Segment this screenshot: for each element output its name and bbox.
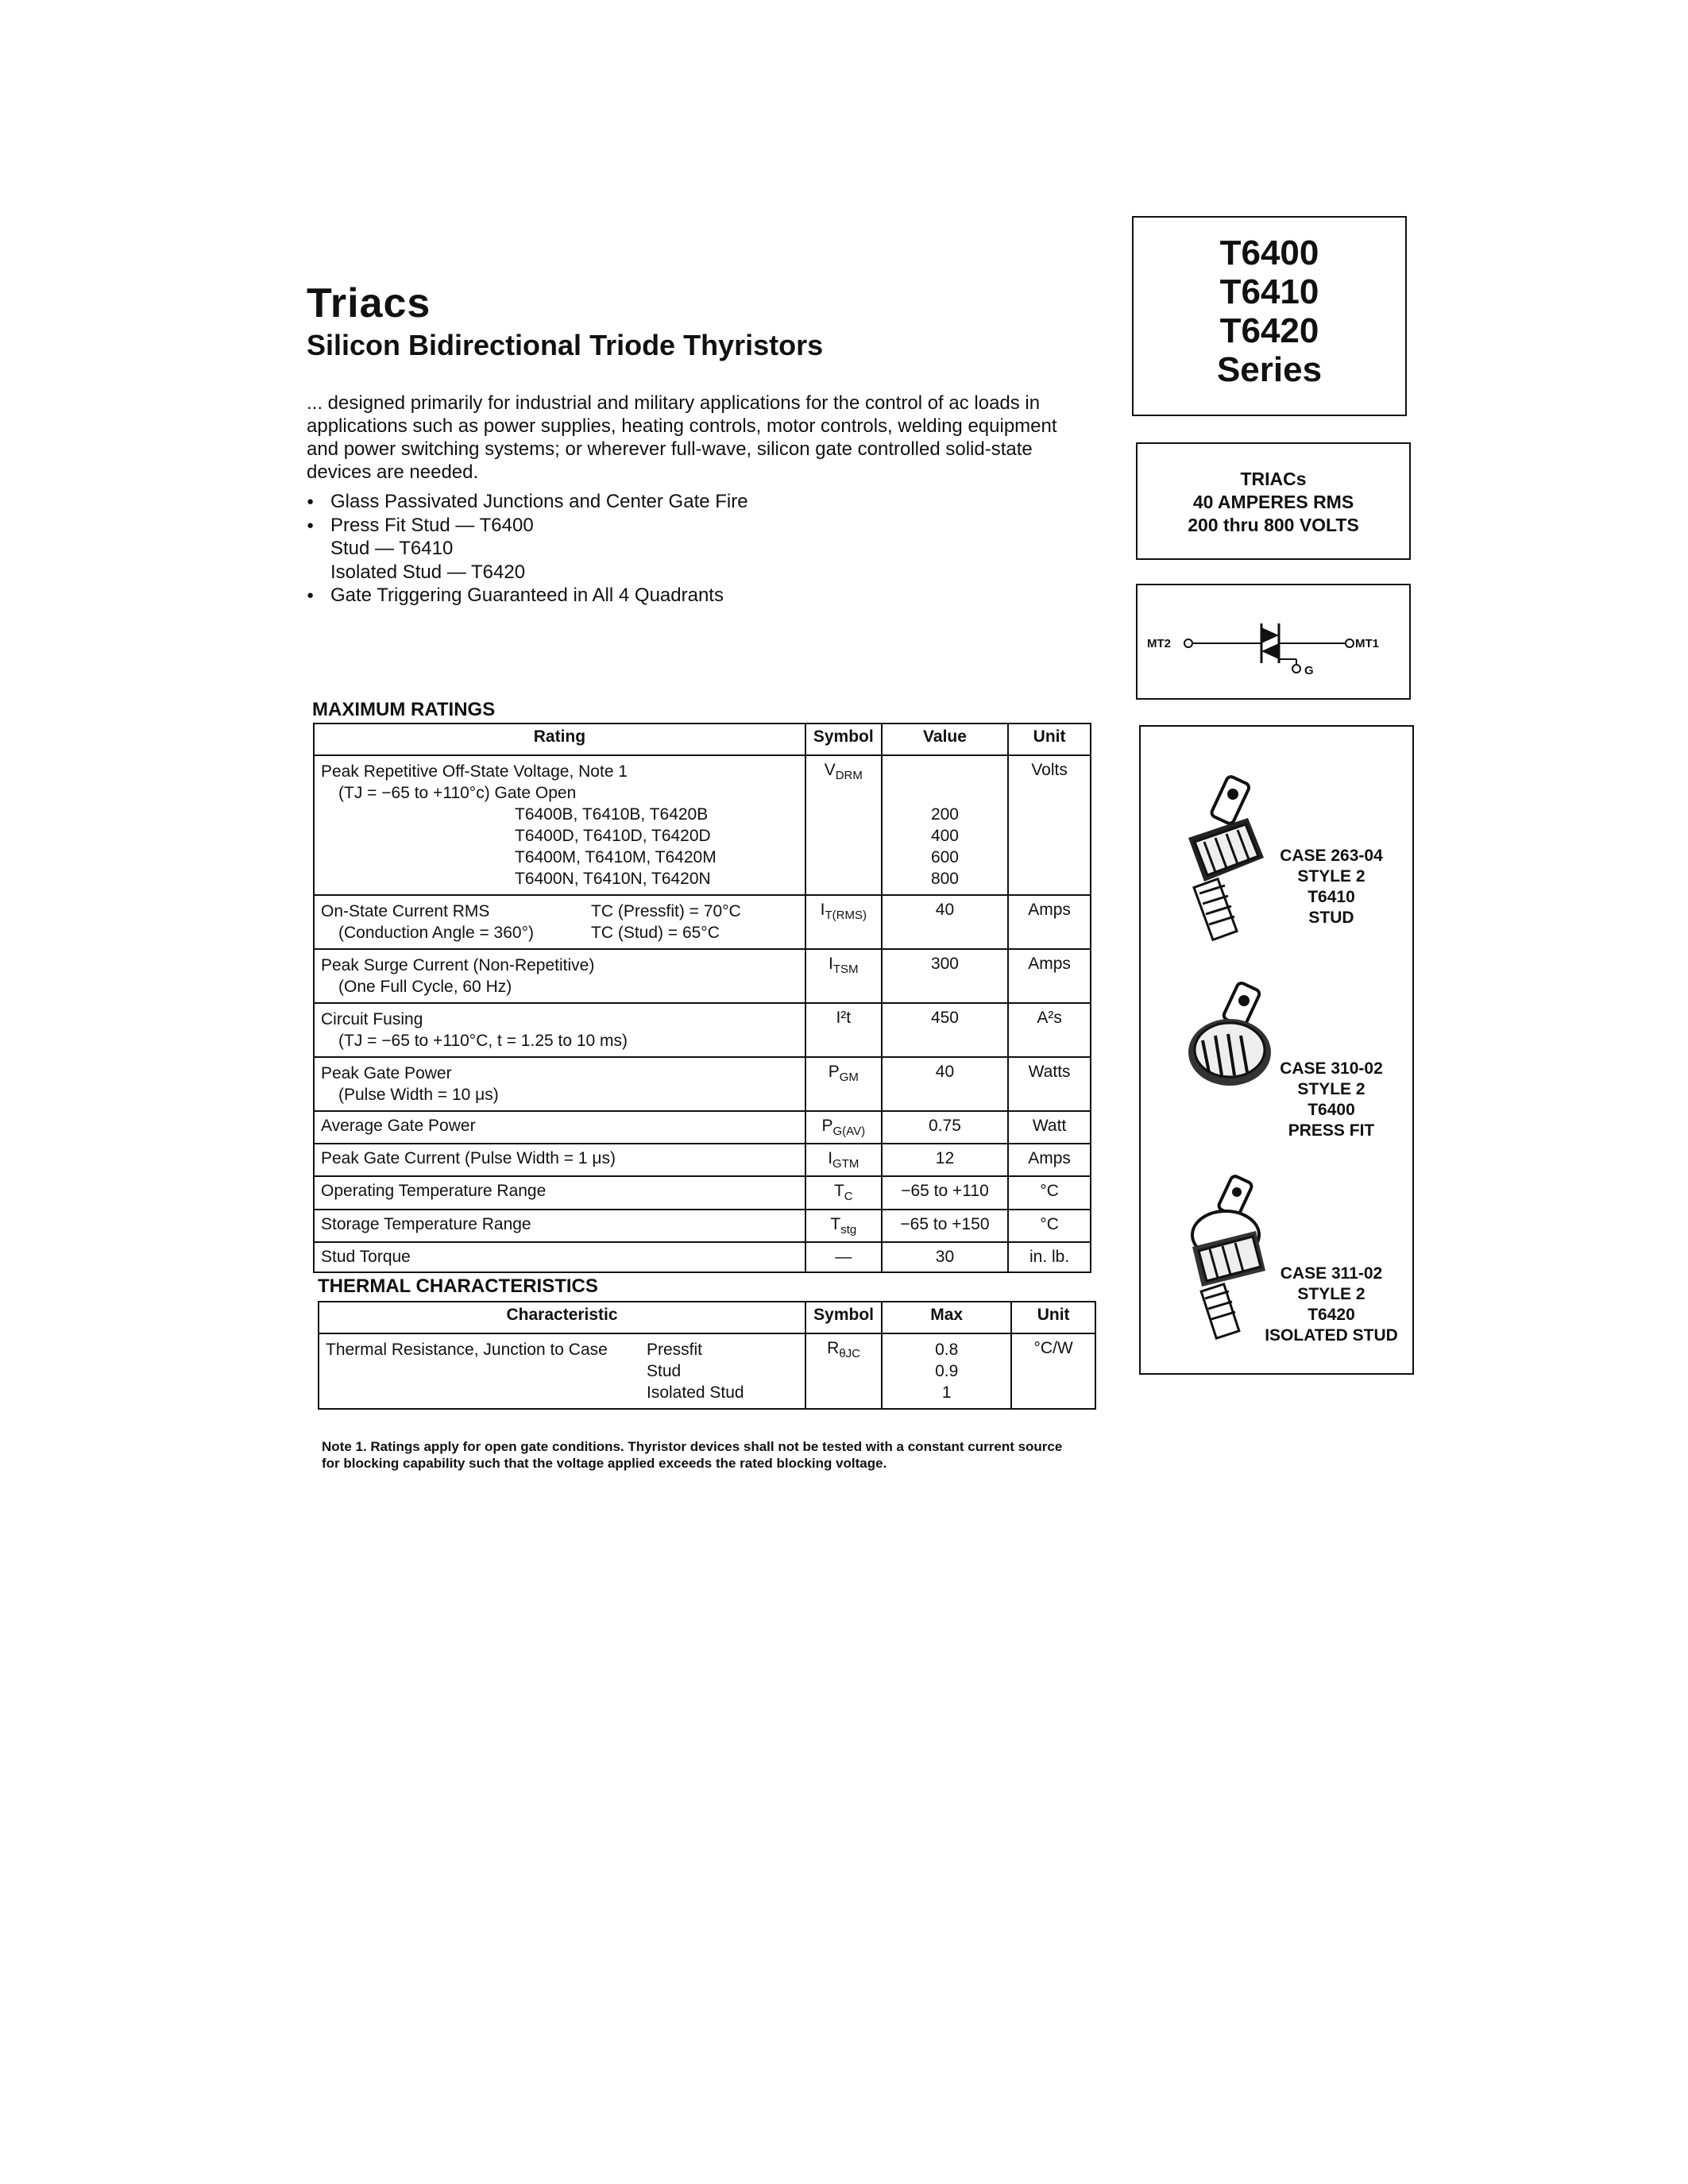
feature-item: Isolated Stud — T6420 <box>330 561 526 583</box>
variant: Pressfit <box>647 1341 703 1359</box>
part-group: T6400B, T6410B, T6420B <box>515 805 709 824</box>
symbol: I <box>828 1149 833 1168</box>
case-caption <box>1252 1264 1411 1346</box>
value: 0.75 <box>882 1111 1008 1144</box>
table-row <box>314 1210 1091 1242</box>
case-part: T6420 <box>1308 1306 1355 1324</box>
symbol: I <box>829 955 833 973</box>
case-style: STYLE 2 <box>1297 1285 1365 1303</box>
page-title: Triacs <box>307 280 431 326</box>
gate-label: G <box>1304 664 1314 677</box>
unit: A²s <box>1008 1003 1091 1057</box>
package-outline-box <box>1139 725 1414 1375</box>
case-type: ISOLATED STUD <box>1265 1326 1398 1345</box>
case-caption <box>1252 846 1411 928</box>
schematic-symbol-box <box>1136 584 1411 700</box>
rating-condition: TC (Pressfit) = 70°C <box>591 902 741 920</box>
table-row <box>314 1057 1091 1111</box>
case-number: CASE 263-04 <box>1280 847 1383 865</box>
unit: in. lb. <box>1008 1242 1091 1272</box>
column-header: Unit <box>1008 723 1091 755</box>
table-row <box>314 1176 1091 1209</box>
column-header: Max <box>882 1302 1011 1333</box>
symbol: T <box>830 1214 841 1233</box>
series-label: Series <box>1216 350 1323 389</box>
feature-list <box>307 490 1085 608</box>
rating-condition: (Pulse Width = 10 μs) <box>338 1086 499 1104</box>
case-caption <box>1252 1059 1411 1141</box>
unit: Watt <box>1008 1111 1091 1144</box>
rating-name: Circuit Fusing <box>321 1010 423 1028</box>
characteristic-name: Thermal Resistance, Junction to Case <box>326 1341 608 1359</box>
unit: °C/W <box>1011 1333 1095 1409</box>
table-row <box>314 1144 1091 1176</box>
case-type: PRESS FIT <box>1288 1121 1375 1140</box>
value: 12 <box>882 1144 1008 1176</box>
part-number: T6410 <box>1219 272 1319 311</box>
rating-name: Peak Gate Current (Pulse Width = 1 μs) <box>314 1144 805 1176</box>
rating-condition: (TJ = −65 to +110°C, t = 1.25 to 10 ms) <box>338 1032 628 1050</box>
symbol-subscript: C <box>844 1190 853 1204</box>
value: −65 to +150 <box>882 1210 1008 1242</box>
max-ratings-heading: MAXIMUM RATINGS <box>312 699 496 720</box>
unit: °C <box>1008 1176 1091 1209</box>
value: 200 <box>930 805 959 824</box>
voltage-rating: 200 thru 800 VOLTS <box>1188 515 1359 535</box>
case-number: CASE 311-02 <box>1280 1264 1383 1283</box>
case-type: STUD <box>1308 909 1354 927</box>
value: 0.9 <box>935 1362 959 1380</box>
table-row <box>314 1003 1091 1057</box>
rating-name: On-State Current RMS <box>321 902 490 920</box>
value: 30 <box>882 1242 1008 1272</box>
max-ratings-table <box>313 723 1091 1273</box>
case-number: CASE 310-02 <box>1280 1059 1383 1078</box>
symbol: T <box>833 1182 844 1201</box>
footnote: Note 1. Ratings apply for open gate conditions. Thyristor devices shall not be tested with a constant current source for blocking capability such that the voltage applied exceeds the rated blocking voltage. <box>322 1439 1063 1471</box>
part-number: T6400 <box>1219 233 1319 272</box>
value: −65 to +110 <box>882 1176 1008 1209</box>
variant: Stud <box>647 1362 682 1380</box>
variant: Isolated Stud <box>647 1383 744 1402</box>
rating-name: Operating Temperature Range <box>314 1176 805 1209</box>
value: 1 <box>941 1383 952 1402</box>
case-style: STYLE 2 <box>1297 1080 1365 1098</box>
unit: °C <box>1008 1210 1091 1242</box>
rating-name: Average Gate Power <box>314 1111 805 1144</box>
value: 40 <box>882 1057 1008 1111</box>
symbol-subscript: θJC <box>839 1347 860 1361</box>
table-header-row <box>314 723 1091 755</box>
part-group: T6400M, T6410M, T6420M <box>515 848 717 866</box>
unit: Amps <box>1008 895 1091 949</box>
column-header: Symbol <box>805 1302 882 1333</box>
column-header: Unit <box>1011 1302 1095 1333</box>
unit: Amps <box>1008 949 1091 1003</box>
column-header: Rating <box>314 723 805 755</box>
mt2-label: MT2 <box>1147 637 1171 650</box>
feature-item: ● Press Fit Stud — T6400 <box>307 514 1085 538</box>
table-row <box>314 949 1091 1003</box>
unit: Amps <box>1008 1144 1091 1176</box>
table-row <box>319 1333 1095 1409</box>
device-type: TRIACs <box>1240 469 1307 489</box>
part-group: T6400D, T6410D, T6420D <box>515 827 711 845</box>
table-row <box>314 895 1091 949</box>
symbol-subscript: G(AV) <box>832 1125 866 1139</box>
case-style: STYLE 2 <box>1297 867 1365 886</box>
symbol-subscript: GM <box>839 1071 859 1085</box>
table-row <box>314 1111 1091 1144</box>
table-row <box>314 755 1091 895</box>
symbol: R <box>827 1339 840 1357</box>
symbol-subscript: stg <box>840 1222 857 1237</box>
case-part: T6410 <box>1308 888 1355 906</box>
unit: Volts <box>1008 755 1091 895</box>
rating-condition: (One Full Cycle, 60 Hz) <box>338 978 512 996</box>
value: 400 <box>930 827 959 845</box>
value: 450 <box>882 1003 1008 1057</box>
rating-name: Storage Temperature Range <box>314 1210 805 1242</box>
part-number: T6420 <box>1219 311 1319 350</box>
thermal-table <box>318 1301 1096 1410</box>
part-group: T6400N, T6410N, T6420N <box>515 870 711 888</box>
rating-name: Peak Surge Current (Non-Repetitive) <box>321 956 595 974</box>
part-number-box <box>1132 216 1407 416</box>
symbol-subscript: T(RMS) <box>825 909 867 923</box>
rating-condition: TC (Stud) = 65°C <box>591 924 720 942</box>
rating-summary-box <box>1136 442 1411 560</box>
feature-item: Stud — T6410 <box>330 538 454 559</box>
symbol: — <box>835 1247 852 1266</box>
table-row <box>314 1242 1091 1272</box>
value: 600 <box>930 848 959 866</box>
rating-name: Peak Repetitive Off-State Voltage, Note 1 <box>321 762 628 781</box>
column-header: Symbol <box>805 723 882 755</box>
symbol: I²t <box>836 1009 852 1027</box>
symbol: I <box>820 901 825 919</box>
feature-item: ● Gate Triggering Guaranteed in All 4 Quadrants <box>307 584 1085 608</box>
rating-name: Peak Gate Power <box>321 1064 452 1082</box>
symbol-subscript: TSM <box>832 963 859 977</box>
value: 0.8 <box>935 1341 959 1359</box>
column-header: Characteristic <box>319 1302 805 1333</box>
unit: Watts <box>1008 1057 1091 1111</box>
column-header: Value <box>882 723 1008 755</box>
page-subtitle: Silicon Bidirectional Triode Thyristors <box>307 329 824 361</box>
symbol: V <box>824 761 836 779</box>
intro-paragraph: ... designed primarily for industrial and military applications for the control of ac loads in applications such as power supplies, heating controls, motor controls, welding equipment and power switching systems; or wherever full-wave, silicon gate controlled solid-state devices are needed. <box>307 392 1057 483</box>
value: 300 <box>882 949 1008 1003</box>
table-header-row <box>319 1302 1095 1333</box>
symbol: P <box>828 1063 840 1081</box>
symbol-subscript: GTM <box>832 1157 859 1171</box>
symbol: P <box>821 1117 833 1135</box>
feature-item: ● Glass Passivated Junctions and Center Gate Fire <box>307 490 1085 514</box>
case-part: T6400 <box>1308 1101 1355 1119</box>
value: 800 <box>930 870 959 888</box>
triac-symbol-icon <box>1138 585 1409 698</box>
symbol-subscript: DRM <box>835 769 863 783</box>
rating-name: Stud Torque <box>314 1242 805 1272</box>
thermal-heading: THERMAL CHARACTERISTICS <box>318 1275 598 1297</box>
value: 40 <box>882 895 1008 949</box>
current-rating: 40 AMPERES RMS <box>1192 492 1354 512</box>
mt1-label: MT1 <box>1355 637 1379 650</box>
rating-condition: (TJ = −65 to +110°c) Gate Open <box>338 784 577 802</box>
rating-condition: (Conduction Angle = 360°) <box>338 924 534 942</box>
